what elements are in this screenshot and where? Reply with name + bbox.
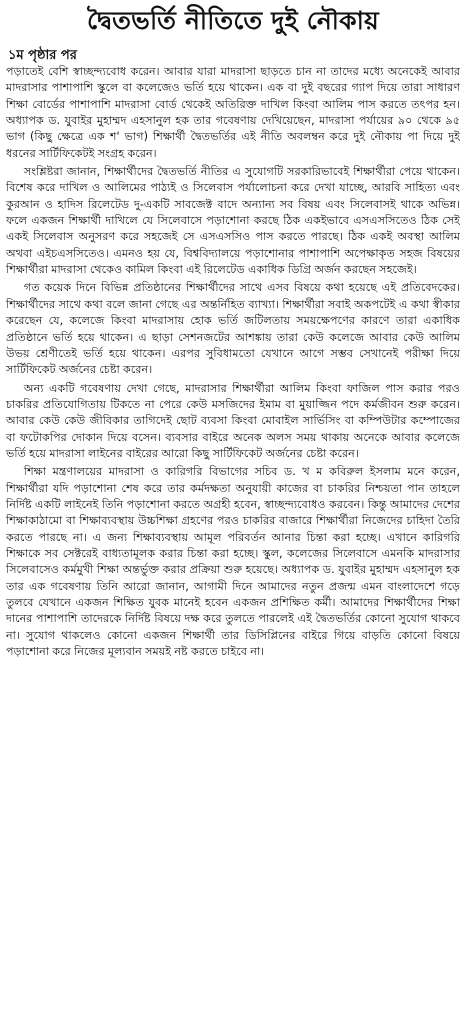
paragraph-1: পড়াতেই বেশি স্বাচ্ছন্দ্যবোধ করেন। আবার যারা মাদরাসা ছাড়তে চান না তাদের মধ্যে অনেকেই আবার মাদরাসার পাশাপাশি স্কুলে বা কলেজেও ভর্তি হয়ে থাকেন। এক বা দুই বছরের গ্যাপ দিয়ে তারা সাধারণ শিক্ষা বোর্ডের পাশাপাশি মাদরাসা বোর্ড থেকেই অতিরিক্ত দাখিল কিংবা আলিম পাস করতে তৎপর হন। অধ্যাপক ড. যুবাইর মুহাম্মদ এহসানুল হক তার গবেষণায় দেখিয়েছেন, মাদরাসা পর্যায়ের ৯০ থেকে ৯৫ ভাগ (কিছু ক্ষেত্রে এক শ' ভাগ) শিক্ষার্থী দ্বৈতভর্তির এই নীতি অবলম্বন করে দুই নৌকায় পা দিয়ে দুই ধরনের সার্টিফিকেটই সংগ্রহ করেন। (6, 65, 460, 160)
article-body (6, 64, 460, 660)
paragraph-3: গত কয়েক দিনে বিভিন্ন প্রতিষ্ঠানের শিক্ষার্থীদের সাথে এসব বিষয়ে কথা হয়েছে এই প্রতিবেদকের। শিক্ষার্থীদের সাথে কথা বলে জানা গেছে এর অন্তর্নিহিত ব্যাখ্যা। শিক্ষার্থীরা সবাই অকপটেই এ কথা স্বীকার করেছেন যে, কলেজে কিংবা মাদরাসায় হোক ভর্তি জটিলতায় সময়ক্ষেপণের কারণে তারা একাধিক প্রতিষ্ঠানে ভর্তি হয়ে থাকেন। এ ছাড়া সেশনজটের আশঙ্কায় তারা কেউ কলেজে আবার কেউ আলিম উভয় শ্রেণীতেই ভর্তি হয়ে থাকেন। এরপর সুবিধামতো যেখানে আগে সম্ভব সেখানেই পরীক্ষা দিয়ে সার্টিফিকেট অর্জনের চেষ্টা করেন। (6, 281, 460, 377)
paragraph-4: অন্য একটি গবেষণায় দেখা গেছে, মাদরাসার শিক্ষার্থীরা আলিম কিংবা ফাজিল পাস করার পরও চাকরির প্রতিযোগিতায় টিকতে না পেরে কেউ মসজিদের ইমাম বা মুয়াজ্জিন পদে কর্মজীবন শুরু করেন। আবার কেউ কেউ জীবিকার তাগিদেই ছোট ব্যবসা কিংবা মোবাইল সার্ভিসিং বা কম্পিউটার কম্পোজের বা ফটোকপির দোকান দিয়ে বসেন। ব্যবসার বাইরে অনেক অলস সময় থাকায় অনেকে আবার কলেজে ভর্তি হয়ে মাদরাসা লাইনের বাইরের আরো কিছু সার্টিফিকেট অর্জনের চেষ্টা করেন। (6, 381, 460, 460)
headline: দ্বৈতভর্তি নীতিতে দুই নৌকায় (87, 6, 379, 35)
paragraph-2: সংশ্লিষ্টরা জানান, শিক্ষার্থীদের দ্বৈতভর্তি নীতির এ সুযোগটি সরকারিভাবেই শিক্ষার্থীরা পেয়ে থাকেন। বিশেষ করে দাখিল ও আলিমের পাঠ্যই ও সিলেবাস পর্যালোচনা করে দেখা যাচ্ছে, আরবি সাহিত্য এবং কুরআন ও হাদিস রিলেটেড দু-একটি সাবজেক্ট বাদে অন্যান্য সব বিষয় এবং সিলেবাসই থাকে অভিন্ন। ফলে একজন শিক্ষার্থী দাখিলে যে সিলেবাসে পড়াশোনা করছে ঠিক একইভাবে এসএসসিতেও ঠিক সেই একই সিলেবাস অনুসরণ করে সহজেই সে এসএসসিও পাস করতে পারছে। ঠিক একই অবস্থা আলিম অথবা এইচএসসিতেও। এমনও হয় যে, বিশ্ববিদ্যালয়ে পড়াশোনার পাশাপাশি অপেক্ষাকৃত সহজ বিষয়ের শিক্ষার্থীরা মাদরাসা থেকেও কামিল কিংবা এই রিলেটেড একাধিক ডিগ্রি অর্জন করছেন সহজেই। (6, 165, 460, 277)
continued-from-label: ১ম পৃষ্ঠার পর (8, 48, 77, 63)
paragraph-5: শিক্ষা মন্ত্রণালয়ের মাদরাসা ও কারিগরি বিভাগের সচিব ড. খ ম কবিরুল ইসলাম মনে করেন, শিক্ষার্থীরা যদি পড়াশোনা শেষ করে তার কর্মদক্ষতা অনুযায়ী কাজের বা চাকরির নিশ্চয়তা পান তাহলে নির্দিষ্ট একটি লাইনেই তিনি পড়াশোনা করতে অগ্রহী হবেন, স্বাচ্ছন্দ্যবোধও করবেন। কিন্তু আমাদের দেশের শিক্ষাকাঠামো বা শিক্ষাব্যবস্থায় উচ্চশিক্ষা গ্রহণের পরও চাকরির বাজারে শিক্ষার্থীরা নিজেদের চাহিদা তৈরি করতে পারছে না। এ জন্য শিক্ষাব্যবস্থায় আমূল পরিবর্তন আনার চিন্তা করা হচ্ছে। এখানে কারিগরি শিক্ষাকে সব সেক্টরেই বাধ্যতামূলক করার চিন্তা করা হচ্ছে। স্কুল, কলেজের সিলেবাসে এমনকি মাদরাসার সিলেবাসেও কর্মমুখী শিক্ষা অন্তর্ভুক্ত করার প্রক্রিয়া শুরু হয়েছে। অধ্যাপক ড. যুবাইর মুহাম্মদ এহসানুল হক তার এক গবেষণায় তিনি আরো জানান, আগামী দিনে আমাদের নতুন প্রজন্ম এমন বাংলাদেশে গড়ে তুলবে যেখানে একজন শিক্ষিত যুবক মানেই হবেন একজন প্রশিক্ষিত কর্মী। আমাদের শিক্ষার্থীদের শিক্ষা দানের পাশাপাশি তাদেরকে নির্দিষ্ট বিষয়ে দক্ষ করে তুলতে পারলেই এই দ্বৈতভর্তির কোনো সুযোগ থাকবে না। সুযোগ থাকলেও কোনো একজন শিক্ষার্থী তার ডিসিপ্লিনের বাইরে গিয়ে বাড়তি কোনো বিষয়ে পড়াশোনা করে নিজের মূল্যবান সময়ই নষ্ট করতে চাইবে না। (6, 465, 460, 659)
